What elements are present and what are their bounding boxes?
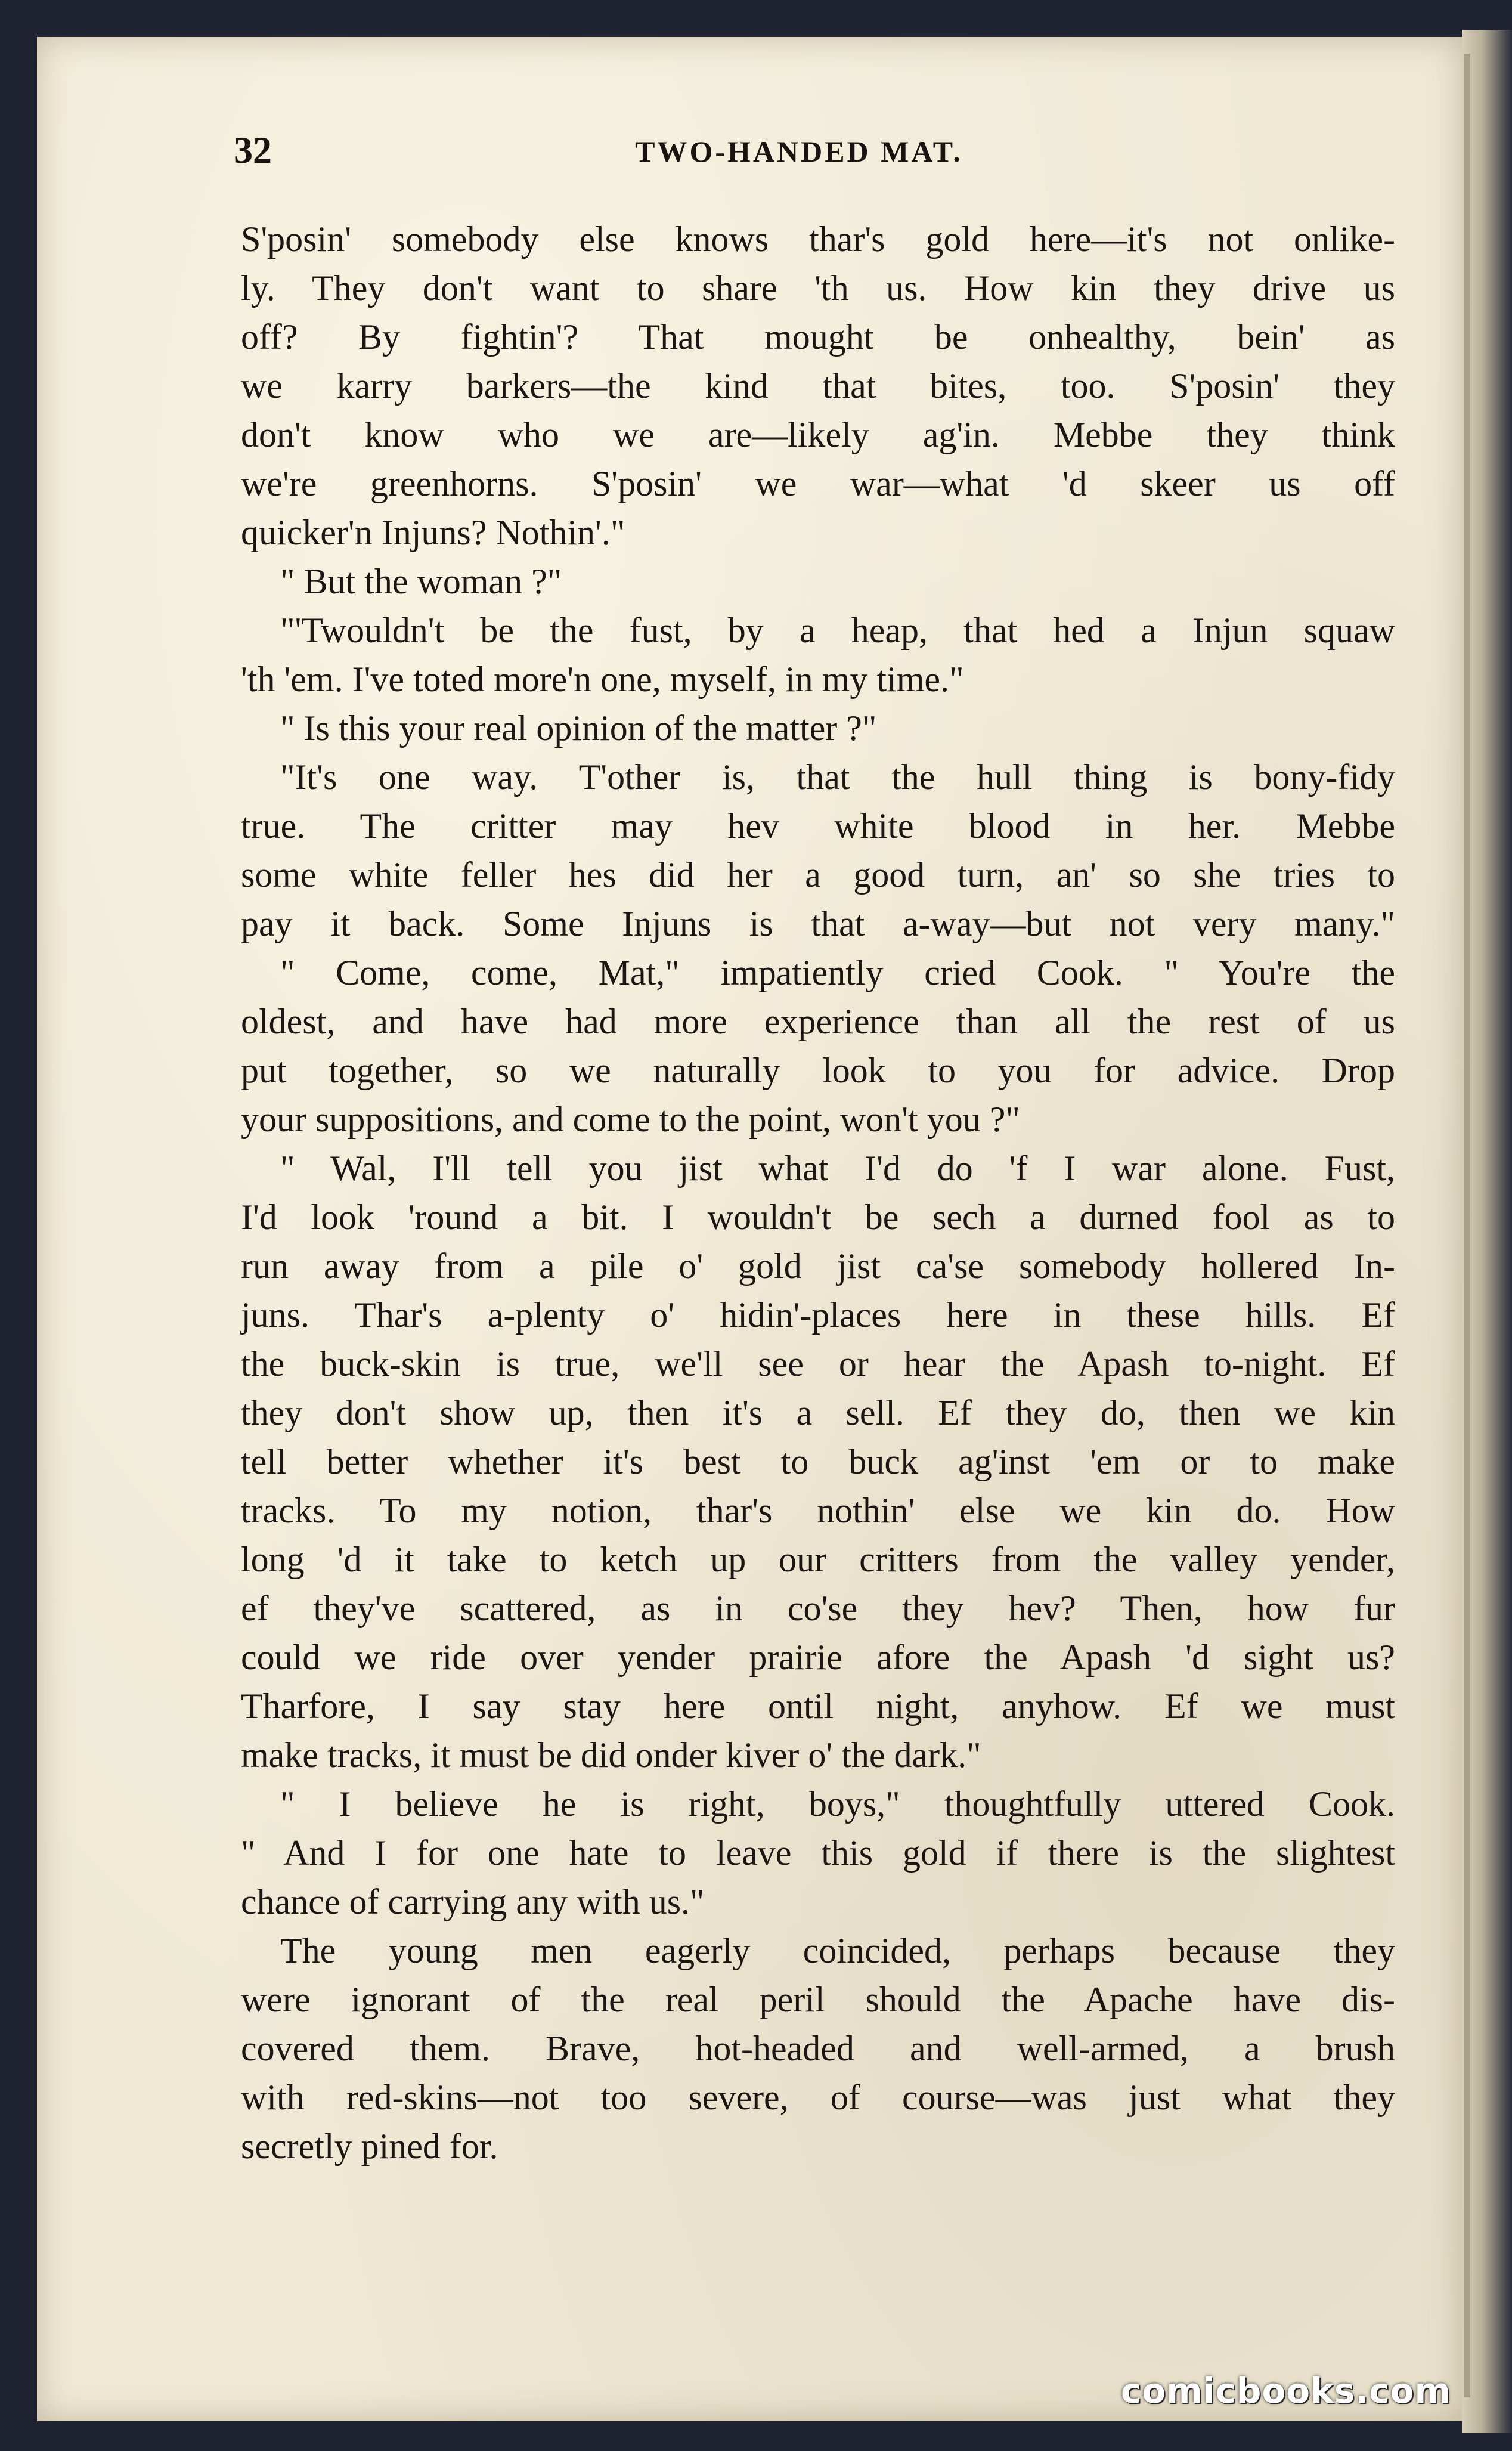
text-line: tracks. To my notion, thar's nothin' else we kin do. How	[241, 1491, 1395, 1530]
text-line: some white feller hes did her a good turn, an' so she tries to	[241, 855, 1395, 895]
text-line: they don't show up, then it's a sell. Ef they do, then we kin	[241, 1393, 1395, 1432]
text-line: put together, so we naturally look to you for advice. Drop	[241, 1051, 1395, 1090]
text-line: off? By fightin'? That mought be onhealthy, bein' as	[241, 317, 1395, 357]
text-line: true. The critter may hev white blood in her. Mebbe	[241, 806, 1395, 846]
page-number: 32	[234, 129, 272, 171]
text-line: your suppositions, and come to the point, won't you ?"	[241, 1100, 1020, 1139]
text-line: oldest, and have had more experience than all the rest of us	[241, 1002, 1395, 1041]
page-edge	[1464, 54, 1470, 2397]
text-line: I'd look 'round a bit. I wouldn't be sech a durned fool as to	[241, 1197, 1395, 1237]
text-line: "It's one way. T'other is, that the hull thing is bony-fidy	[280, 757, 1395, 797]
text-line: don't know who we are—likely ag'in. Mebbe they think	[241, 415, 1395, 454]
watermark-text: comicbooks.com	[1121, 2370, 1451, 2411]
text-line: " Wal, I'll tell you jist what I'd do 'f I war alone. Fust,	[280, 1149, 1395, 1188]
text-line: we karry barkers—the kind that bites, too. S'posin' they	[241, 366, 1395, 406]
text-line: run away from a pile o' gold jist ca'se somebody hollered In-	[241, 1246, 1395, 1286]
text-line: long 'd it take to ketch up our critters from the valley yender,	[241, 1540, 1395, 1579]
text-line: ly. They don't want to share 'th us. How kin they drive us	[241, 268, 1395, 308]
text-line: " I believe he is right, boys," thoughtfully uttered Cook.	[280, 1784, 1395, 1824]
body-text	[241, 215, 1395, 2171]
text-line: S'posin' somebody else knows thar's gold here—it's not onlike-	[241, 219, 1395, 259]
running-head	[197, 122, 1401, 176]
text-line: secretly pined for.	[241, 2127, 498, 2166]
text-line: the buck-skin is true, we'll see or hear the Apash to-night. Ef	[241, 1344, 1395, 1384]
text-line: " But the woman ?"	[280, 562, 562, 601]
text-line: covered them. Brave, hot-headed and well-armed, a brush	[241, 2029, 1395, 2068]
text-line: make tracks, it must be did onder kiver o' the dark."	[241, 1735, 981, 1775]
text-line: 'th 'em. I've toted more'n one, myself, in my time."	[241, 660, 964, 699]
text-line: pay it back. Some Injuns is that a-way—but not very many."	[241, 904, 1395, 943]
text-line: " Is this your real opinion of the matter ?"	[280, 708, 877, 748]
text-line: could we ride over yender prairie afore the Apash 'd sight us?	[241, 1638, 1395, 1677]
text-line: with red-skins—not too severe, of course—was just what they	[241, 2078, 1395, 2117]
text-line: The young men eagerly coincided, perhaps because they	[280, 1931, 1395, 1970]
text-line: juns. Thar's a-plenty o' hidin'-places here in these hills. Ef	[241, 1295, 1395, 1335]
text-line: quicker'n Injuns? Nothin'."	[241, 513, 625, 552]
text-line: "'Twouldn't be the fust, by a heap, that hed a Injun squaw	[280, 611, 1395, 650]
text-line: we're greenhorns. S'posin' we war—what 'd skeer us off	[241, 464, 1395, 503]
text-line: tell better whether it's best to buck ag'inst 'em or to make	[241, 1442, 1395, 1481]
text-line: ef they've scattered, as in co'se they hev? Then, how fur	[241, 1589, 1395, 1628]
text-line: " And I for one hate to leave this gold if there is the slightest	[241, 1833, 1395, 1873]
text-line: were ignorant of the real peril should the Apache have dis-	[241, 1980, 1395, 2019]
text-line: " Come, come, Mat," impatiently cried Cook. " You're the	[280, 953, 1395, 992]
running-title: TWO-HANDED MAT.	[635, 135, 963, 168]
text-line: chance of carrying any with us."	[241, 1882, 705, 1921]
text-line: Tharfore, I say stay here ontil night, anyhow. Ef we must	[241, 1686, 1395, 1726]
